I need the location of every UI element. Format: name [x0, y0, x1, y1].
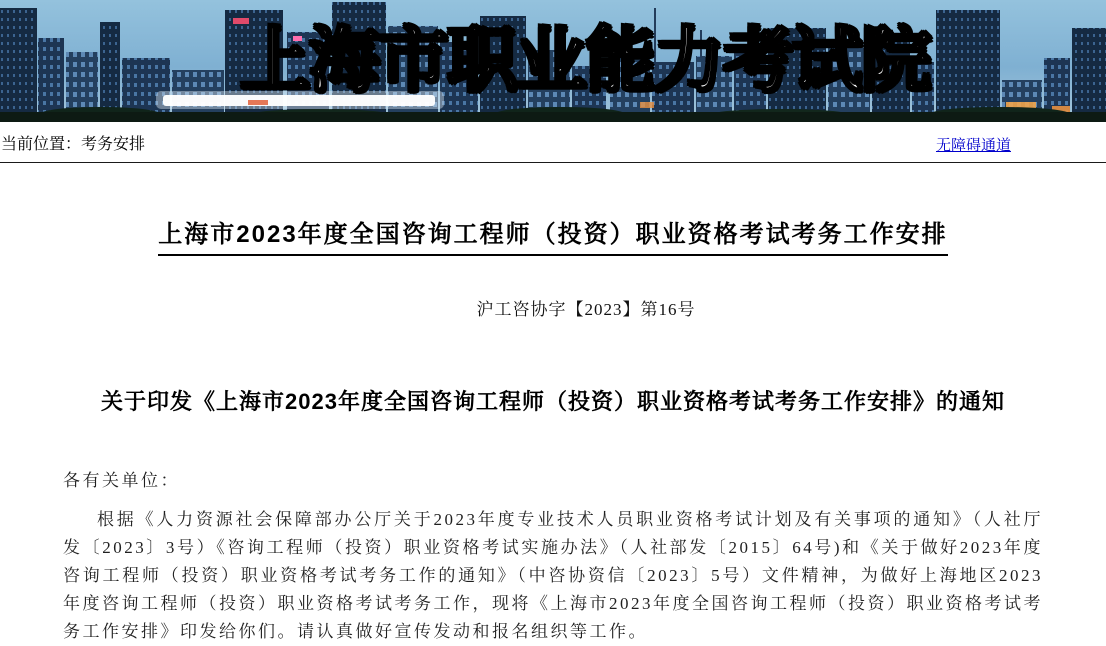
document-number: 沪工咨协字【2023】第16号 [476, 300, 696, 319]
city-skyline-image [0, 0, 1106, 122]
document-body [0, 214, 1106, 646]
breadcrumb-current: 考务安排 [81, 135, 146, 153]
breadcrumb-label: 当前位置： [1, 135, 82, 153]
document-title-text: 上海市2023年度全国咨询工程师（投资）职业资格考试考务工作安排 [158, 214, 947, 256]
document-title [63, 214, 1043, 256]
notice-paragraph: 根据《人力资源社会保障部办公厅关于2023年度专业技术人员职业资格考试计划及有关事项的通知》（人社厅发〔2023〕3号）《咨询工程师（投资）职业资格考试实施办法》（人社部发〔2015〕64号)和《关于做好2023年度咨询工程师（投资）职业资格考试考务工作的通知》（中咨协资信〔2023〕5号）文件精神，为做好上海地区2023年度咨询工程师（投资）职业资格考试考务工作，现将《上海市2023年度全国咨询工程师（投资）职业资格考试考务工作安排》印发给你们。请认真做好宣传发动和报名组织等工作。 [63, 510, 1043, 641]
accessibility-channel-link[interactable]: 无障碍通道 [935, 137, 1011, 154]
notice-title: 关于印发《上海市2023年度全国咨询工程师（投资）职业资格考试考务工作安排》的通知 [101, 389, 1005, 414]
salutation: 各有关单位： [63, 471, 180, 490]
site-banner [0, 0, 1106, 122]
site-title: 上海市职业能力考试院 [240, 18, 930, 101]
breadcrumb [0, 122, 1106, 163]
